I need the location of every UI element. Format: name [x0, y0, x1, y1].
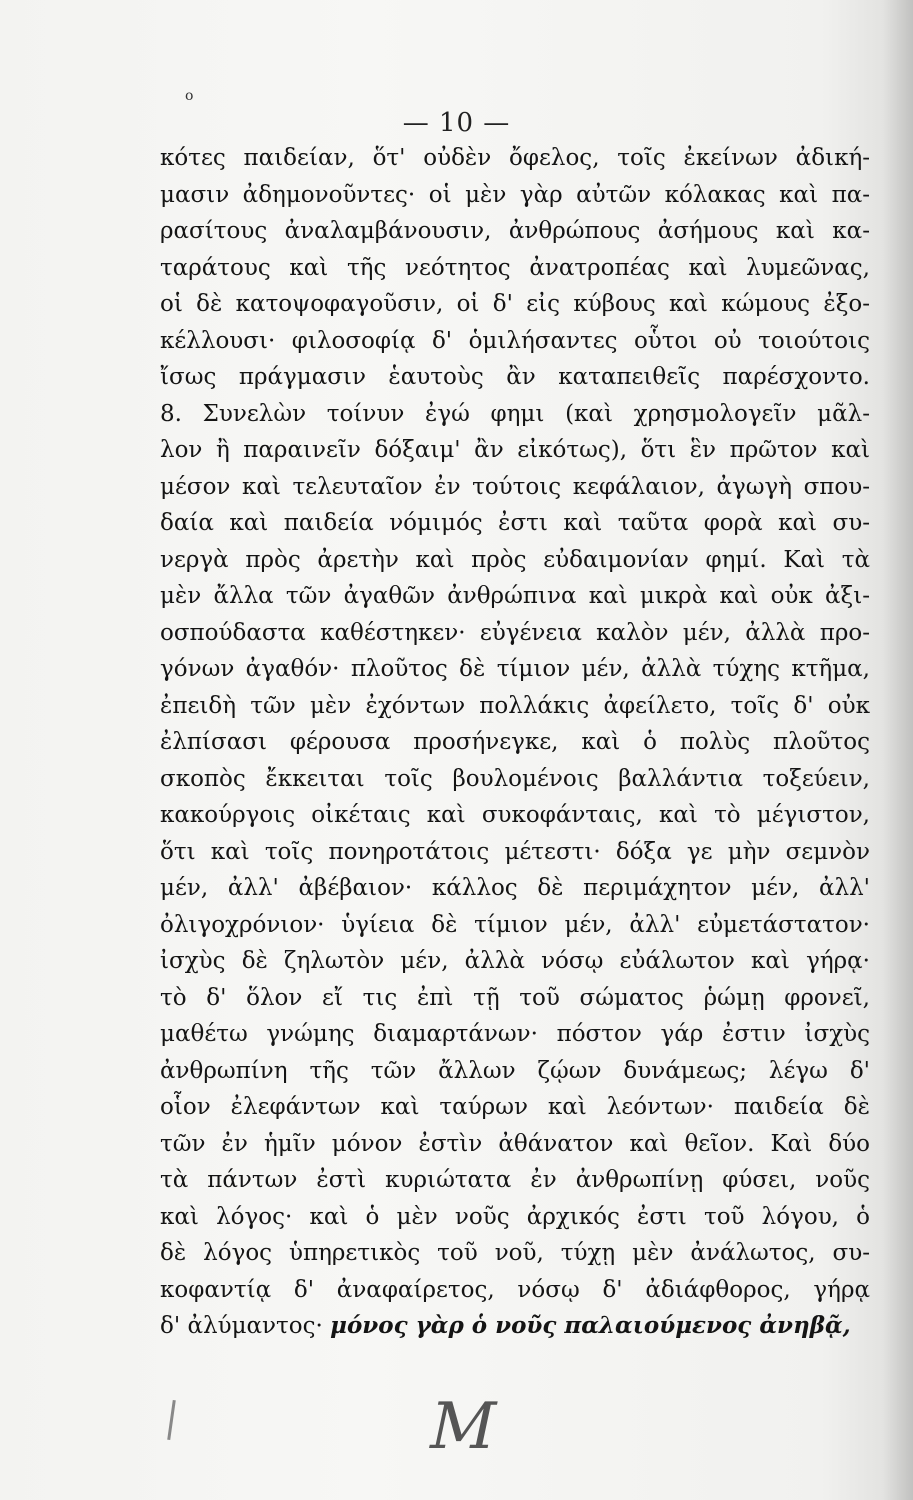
corner-mark: ο [185, 88, 194, 104]
text-line: δαία καὶ παιδεία νόμιμός ἐστι καὶ ταῦτα φορὰ καὶ συ- [160, 510, 870, 536]
text-line: κέλλουσι· φιλοσοφίᾳ δ' ὁμιλήσαντες οὗτοι οὐ τοιούτοις [160, 327, 870, 354]
handwritten-signature: M [422, 1390, 504, 1464]
page-number: — 10 — [402, 108, 511, 138]
text-line: δὲ λόγος ὑπηρετικὸς τοῦ νοῦ, τύχῃ μὲν ἀνάλωτος, συ- [160, 1240, 870, 1266]
text-line: 8. Συνελὼν τοίνυν ἐγώ φημι (καὶ χρησμολογεῖν μᾶλ- [160, 400, 870, 427]
text-line: ὅτι καὶ τοῖς πονηροτάτοις μέτεστι· δόξα γε μὴν σεμνὸν [160, 838, 870, 865]
text-line: ὀλιγοχρόνιον· ὑγίεια δὲ τίμιον μέν, ἀλλ' εὐμετάστατον· [160, 911, 870, 938]
text-line: οσπούδαστα καθέστηκεν· εὐγένεια καλὸν μέν, ἀλλὰ προ- [160, 619, 870, 646]
text-line: ἀνθρωπίνη τῆς τῶν ἄλλων ζῴων δυνάμεως; λέγω δ' [160, 1057, 870, 1084]
text-line: ταράτους καὶ τῆς νεότητος ἀνατροπέας καὶ λυμεῶνας, [160, 254, 870, 281]
text-line: ἰσχὺς δὲ ζηλωτὸν μέν, ἀλλὰ νόσῳ εὐάλωτον καὶ γήρᾳ· [160, 948, 870, 974]
text-line: οἱ δὲ κατοψοφαγοῦσιν, οἱ δ' εἰς κύβους καὶ κώμους ἐξο- [160, 291, 870, 317]
text-line: ἐπειδὴ τῶν μὲν ἐχόντων πολλάκις ἀφείλετο, τοῖς δ' οὐκ [160, 692, 870, 719]
pencil-mark [167, 1400, 176, 1440]
text-line: κοφαντίᾳ δ' ἀναφαίρετος, νόσῳ δ' ἀδιάφθορος, γήρᾳ [160, 1276, 870, 1303]
text-line: μασιν ἀδημονοῦντες· οἱ μὲν γὰρ αὐτῶν κόλακας καὶ πα- [160, 181, 870, 208]
text-line: μὲν ἄλλα τῶν ἀγαθῶν ἀνθρώπινα καὶ μικρὰ καὶ οὐκ ἀξι- [160, 583, 870, 609]
text-line: καὶ λόγος· καὶ ὁ μὲν νοῦς ἀρχικός ἐστι τοῦ λόγου, ὁ [160, 1203, 870, 1230]
text-line: μαθέτω γνώμης διαμαρτάνων· πόστον γάρ ἐστιν ἰσχὺς [160, 1021, 870, 1047]
page-edge-shadow [883, 0, 913, 1500]
final-line-start: δ' ἀλύμαντος· [160, 1313, 323, 1339]
text-line: τὰ πάντων ἐστὶ κυριώτατα ἐν ἀνθρωπίνῃ φύσει, νοῦς [160, 1167, 870, 1193]
text-line: κότες παιδείαν, ὅτ' οὐδὲν ὄφελος, τοῖς ἐκείνων ἀδική- [160, 145, 870, 171]
text-line: σκοπὸς ἔκκειται τοῖς βουλομένοις βαλλάντια τοξεύειν, [160, 765, 870, 792]
text-line: κακούργοις οἰκέταις καὶ συκοφάνταις, καὶ τὸ μέγιστον, [160, 802, 870, 828]
text-line: τὸ δ' ὅλον εἴ τις ἐπὶ τῇ τοῦ σώματος ῥώμῃ φρονεῖ, [160, 984, 870, 1011]
final-line-bold: μόνος γὰρ ὁ νοῦς παλαιούμενος ἀνηβᾷ, [330, 1312, 851, 1339]
text-line-final [160, 1308, 870, 1345]
text-line: ρασίτους ἀναλαμβάνουσιν, ἀνθρώπους ἀσήμους καὶ κα- [160, 218, 870, 244]
text-line: λον ἢ παραινεῖν δόξαιμ' ἂν εἰκότως), ὅτι ἓν πρῶτον καὶ [160, 437, 870, 463]
text-line: μέσον καὶ τελευταῖον ἐν τούτοις κεφάλαιον, ἀγωγὴ σπου- [160, 473, 870, 500]
text-line: μέν, ἀλλ' ἀβέβαιον· κάλλος δὲ περιμάχητον μέν, ἀλλ' [160, 875, 870, 901]
text-line: γόνων ἀγαθόν· πλοῦτος δὲ τίμιον μέν, ἀλλὰ τύχης κτῆμα, [160, 656, 870, 682]
text-line: ἐλπίσασι φέρουσα προσήνεγκε, καὶ ὁ πολὺς πλοῦτος [160, 729, 870, 755]
body-text [160, 140, 870, 1345]
text-line: τῶν ἐν ἡμῖν μόνον ἐστὶν ἀθάνατον καὶ θεῖον. Καὶ δύο [160, 1130, 870, 1157]
text-line: νεργὰ πρὸς ἀρετὴν καὶ πρὸς εὐδαιμονίαν φημί. Καὶ τὰ [160, 546, 870, 573]
text-line: ἴσως πράγμασιν ἑαυτοὺς ἂν καταπειθεῖς παρέσχοντο. [160, 364, 870, 390]
text-line: οἷον ἐλεφάντων καὶ ταύρων καὶ λεόντων· παιδεία δὲ [160, 1094, 870, 1120]
